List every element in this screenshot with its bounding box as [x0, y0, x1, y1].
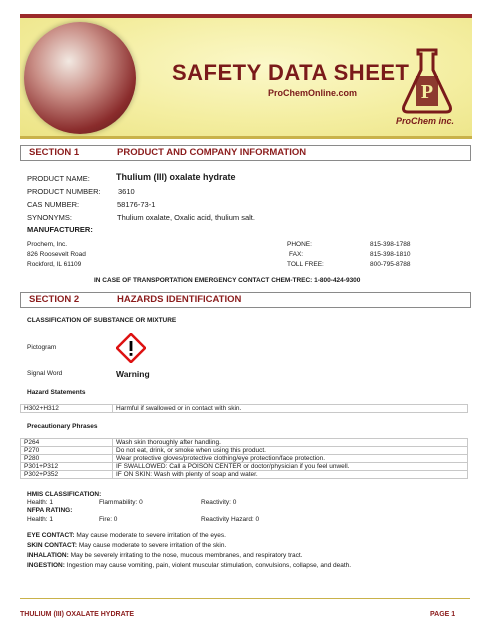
table-row — [21, 405, 468, 413]
precaution-code: P301+P312 — [21, 463, 113, 471]
section-1-header — [20, 145, 471, 161]
precaution-code: P270 — [21, 447, 113, 455]
prochem-flask-logo-icon — [396, 46, 458, 116]
section-2-number: SECTION 2 — [29, 294, 80, 305]
precaution-text: Wash skin thoroughly after handling. — [113, 439, 468, 447]
hmis-health: Health: 1 — [27, 499, 54, 506]
precaution-code: P280 — [21, 455, 113, 463]
synonyms-label: SYNONYMS: — [27, 213, 73, 222]
skin-contact — [27, 542, 226, 549]
signal-word-label: Signal Word — [27, 370, 63, 377]
hmis-flammability: Flammability: 0 — [99, 499, 143, 506]
website-text: ProChemOnline.com — [268, 88, 358, 98]
company-name: Prochem, Inc. — [27, 241, 68, 248]
pictogram-label: Pictogram — [27, 344, 57, 351]
hazard-statements-heading: Hazard Statements — [27, 389, 86, 396]
nfpa-heading: NFPA RATING: — [27, 507, 73, 514]
product-name-value: Thulium (III) oxalate hydrate — [116, 172, 236, 182]
section-2-header — [20, 292, 471, 308]
eye-contact-label: EYE CONTACT: — [27, 532, 75, 539]
product-name-label: PRODUCT NAME: — [27, 174, 90, 183]
exclamation-mark-pictogram-icon — [116, 333, 146, 363]
hazard-statements-table — [20, 404, 468, 413]
periodic-sphere-image — [24, 22, 136, 134]
phone-label: PHONE: — [287, 241, 312, 248]
company-address-line1: 826 Roosevelt Road — [27, 251, 86, 258]
hmis-heading: HMIS CLASSIFICATION: — [27, 491, 102, 498]
ingestion — [27, 562, 351, 569]
inhalation — [27, 552, 303, 559]
footer-product-name: THULIUM (III) OXALATE HYDRATE — [20, 611, 135, 618]
cas-number-label: CAS NUMBER: — [27, 200, 80, 209]
nfpa-fire: Fire: 0 — [99, 516, 118, 523]
section-1-title: PRODUCT AND COMPANY INFORMATION — [117, 147, 307, 158]
tollfree-label: TOLL FREE: — [287, 261, 324, 268]
precaution-code: P302+P352 — [21, 471, 113, 479]
nfpa-health: Health: 1 — [27, 516, 54, 523]
product-number-label: PRODUCT NUMBER: — [27, 187, 101, 196]
section-1-number: SECTION 1 — [29, 147, 80, 158]
table-row — [21, 463, 468, 471]
precaution-text: IF ON SKIN: Wash with plenty of soap and water. — [113, 471, 468, 479]
footer-divider — [20, 598, 470, 599]
header-banner — [20, 14, 472, 139]
hazard-text: Harmful if swallowed or in contact with skin. — [113, 405, 468, 413]
document-title: SAFETY DATA SHEET — [172, 60, 410, 85]
precaution-text: Do not eat, drink, or smoke when using this product. — [113, 447, 468, 455]
company-address-line2: Rockford, IL 61109 — [27, 261, 82, 268]
synonyms-value: Thulium oxalate, Oxalic acid, thulium salt. — [117, 213, 255, 222]
classification-heading: CLASSIFICATION OF SUBSTANCE OR MIXTURE — [27, 317, 177, 324]
eye-contact — [27, 532, 226, 539]
table-row — [21, 471, 468, 479]
ingestion-text: Ingestion may cause vomiting, pain, violent muscular stimulation, convulsions, collapse, and death. — [66, 562, 352, 569]
hmis-reactivity: Reactivity: 0 — [201, 499, 237, 506]
ingestion-label: INGESTION: — [27, 562, 65, 569]
nfpa-reactivity: Reactivity Hazard: 0 — [201, 516, 260, 523]
table-row — [21, 439, 468, 447]
precaution-text: Wear protective gloves/protective clothing/eye protection/face protection. — [113, 455, 468, 463]
precaution-text: IF SWALLOWED: Call a POISON CENTER or doctor/physician if you feel unwell. — [113, 463, 468, 471]
inhalation-label: INHALATION: — [27, 552, 69, 559]
phone-value: 815-398-1788 — [370, 241, 411, 248]
signal-word-value: Warning — [116, 369, 150, 379]
eye-contact-text: May cause moderate to severe irritation of the eyes. — [76, 532, 226, 539]
fax-value: 815-398-1810 — [370, 251, 411, 258]
precautionary-heading: Precautionary Phrases — [27, 423, 98, 430]
inhalation-text: May be severely irritating to the nose, mucous membranes, and respiratory tract. — [70, 552, 303, 559]
precaution-code: P264 — [21, 439, 113, 447]
table-row — [21, 447, 468, 455]
svg-text:P: P — [420, 81, 434, 103]
fax-label: FAX: — [289, 251, 304, 258]
section-2-title: HAZARDS IDENTIFICATION — [117, 294, 242, 305]
table-row — [21, 455, 468, 463]
skin-contact-text: May cause moderate to severe irritation of the skin. — [78, 542, 227, 549]
precautionary-table — [20, 438, 468, 479]
product-number-value: 3610 — [118, 187, 135, 196]
cas-number-value: 58176-73-1 — [117, 200, 156, 209]
skin-contact-label: SKIN CONTACT: — [27, 542, 78, 549]
hazard-code: H302+H312 — [21, 405, 113, 413]
logo-company-name: ProChem inc. — [396, 116, 455, 126]
manufacturer-label: MANUFACTURER: — [27, 225, 93, 234]
emergency-contact: IN CASE OF TRANSPORTATION EMERGENCY CONTACT CHEM-TREC: 1-800-424-9300 — [94, 277, 361, 284]
tollfree-value: 800-795-8788 — [370, 261, 411, 268]
footer-page-number: PAGE 1 — [430, 611, 456, 618]
